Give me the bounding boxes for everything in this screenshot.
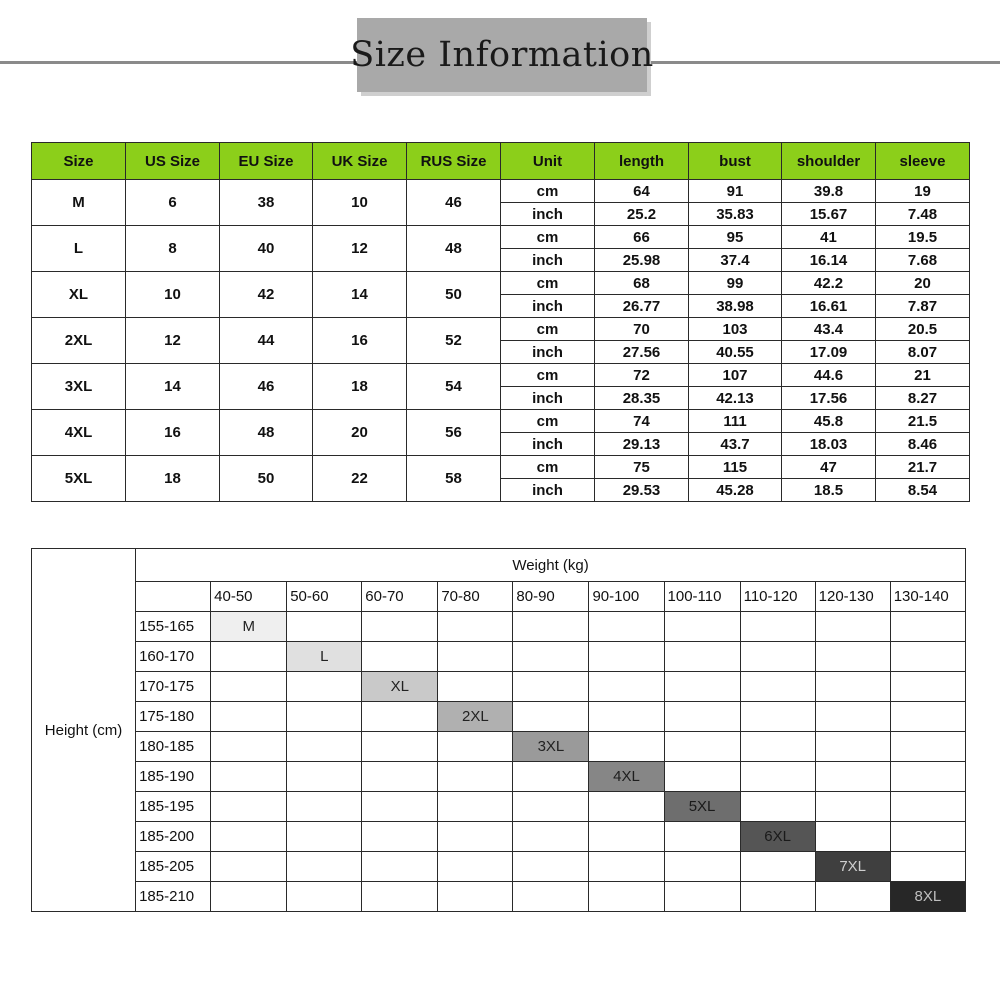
eu-size-cell: 50 [220, 456, 313, 502]
height-row [32, 732, 966, 762]
eu-size-cell: 42 [220, 272, 313, 318]
uk-size-cell: 12 [313, 226, 407, 272]
col-header-sleeve: sleeve [876, 143, 970, 180]
weight-range-row [32, 582, 966, 612]
sleeve-inch-cell: 7.68 [876, 249, 970, 272]
us-size-cell: 12 [126, 318, 220, 364]
grid-cell [740, 702, 815, 732]
uk-size-cell: 22 [313, 456, 407, 502]
grid-cell [815, 732, 890, 762]
length-inch-cell: 28.35 [595, 387, 689, 410]
grid-cell [740, 762, 815, 792]
grid-cell [287, 822, 362, 852]
grid-cell [890, 672, 965, 702]
height-row [32, 642, 966, 672]
sleeve-inch-cell: 8.07 [876, 341, 970, 364]
us-size-cell: 8 [126, 226, 220, 272]
weight-range-label: 70-80 [438, 582, 513, 612]
grid-cell [815, 792, 890, 822]
grid-cell [664, 762, 740, 792]
size-cell: 2XL [32, 318, 126, 364]
length-cm-cell: 74 [595, 410, 689, 433]
eu-size-cell: 38 [220, 180, 313, 226]
shoulder-inch-cell: 17.56 [782, 387, 876, 410]
grid-cell [890, 792, 965, 822]
grid-cell [438, 732, 513, 762]
grid-cell [664, 702, 740, 732]
grid-cell [438, 672, 513, 702]
shoulder-inch-cell: 18.03 [782, 433, 876, 456]
sleeve-cm-cell: 20 [876, 272, 970, 295]
grid-cell [815, 612, 890, 642]
unit-inch-cell: inch [501, 203, 595, 226]
grid-cell [438, 612, 513, 642]
sleeve-cm-cell: 20.5 [876, 318, 970, 341]
fit-chart [31, 548, 966, 912]
sleeve-inch-cell: 8.46 [876, 433, 970, 456]
grid-cell [664, 882, 740, 912]
height-row [32, 702, 966, 732]
size-mark: 8XL [890, 882, 965, 912]
size-mark: 3XL [513, 732, 589, 762]
grid-cell [362, 792, 438, 822]
unit-inch-cell: inch [501, 479, 595, 502]
grid-cell [890, 702, 965, 732]
grid-cell [362, 882, 438, 912]
size-row [32, 318, 970, 341]
us-size-cell: 16 [126, 410, 220, 456]
length-inch-cell: 27.56 [595, 341, 689, 364]
grid-cell [287, 612, 362, 642]
col-header-shoulder: shoulder [782, 143, 876, 180]
grid-cell [362, 732, 438, 762]
grid-cell [438, 882, 513, 912]
grid-cell [890, 822, 965, 852]
grid-cell [287, 702, 362, 732]
weight-axis-title: Weight (kg) [136, 549, 966, 582]
sleeve-cm-cell: 21.7 [876, 456, 970, 479]
grid-cell [287, 852, 362, 882]
height-row [32, 822, 966, 852]
shoulder-inch-cell: 15.67 [782, 203, 876, 226]
height-range-label: 185-210 [136, 882, 211, 912]
bust-cm-cell: 91 [689, 180, 782, 203]
grid-cell [513, 822, 589, 852]
grid-cell [890, 732, 965, 762]
length-cm-cell: 72 [595, 364, 689, 387]
uk-size-cell: 14 [313, 272, 407, 318]
col-header-eu-size: EU Size [220, 143, 313, 180]
weight-range-label: 90-100 [589, 582, 664, 612]
grid-cell [890, 762, 965, 792]
grid-cell [664, 852, 740, 882]
size-cell: L [32, 226, 126, 272]
height-range-label: 185-195 [136, 792, 211, 822]
length-cm-cell: 66 [595, 226, 689, 249]
grid-cell [287, 792, 362, 822]
size-row [32, 272, 970, 295]
grid-cell [589, 822, 664, 852]
grid-cell [740, 852, 815, 882]
grid-cell [740, 642, 815, 672]
grid-cell [589, 852, 664, 882]
unit-inch-cell: inch [501, 295, 595, 318]
weight-range-label: 130-140 [890, 582, 965, 612]
grid-cell [513, 762, 589, 792]
grid-cell [740, 732, 815, 762]
grid-cell [211, 792, 287, 822]
bust-cm-cell: 99 [689, 272, 782, 295]
size-cell: 5XL [32, 456, 126, 502]
eu-size-cell: 40 [220, 226, 313, 272]
grid-cell [513, 702, 589, 732]
weight-range-label: 60-70 [362, 582, 438, 612]
title-box [350, 18, 654, 92]
shoulder-cm-cell: 47 [782, 456, 876, 479]
length-cm-cell: 75 [595, 456, 689, 479]
grid-cell [664, 672, 740, 702]
length-inch-cell: 26.77 [595, 295, 689, 318]
shoulder-cm-cell: 44.6 [782, 364, 876, 387]
height-range-label: 185-200 [136, 822, 211, 852]
grid-cell [815, 702, 890, 732]
eu-size-cell: 48 [220, 410, 313, 456]
size-mark: 6XL [740, 822, 815, 852]
grid-cell [589, 612, 664, 642]
rus-size-cell: 58 [407, 456, 501, 502]
grid-cell [287, 672, 362, 702]
height-row [32, 672, 966, 702]
weight-range-label: 110-120 [740, 582, 815, 612]
grid-cell [815, 762, 890, 792]
us-size-cell: 10 [126, 272, 220, 318]
weight-range-label: 40-50 [211, 582, 287, 612]
length-cm-cell: 64 [595, 180, 689, 203]
sleeve-cm-cell: 19.5 [876, 226, 970, 249]
height-range-label: 175-180 [136, 702, 211, 732]
grid-cell [513, 612, 589, 642]
length-cm-cell: 68 [595, 272, 689, 295]
col-header-us-size: US Size [126, 143, 220, 180]
grid-cell [211, 762, 287, 792]
size-cell: 4XL [32, 410, 126, 456]
size-cell: 3XL [32, 364, 126, 410]
grid-cell [815, 672, 890, 702]
height-row [32, 612, 966, 642]
weight-title-row [32, 549, 966, 582]
height-range-label: 180-185 [136, 732, 211, 762]
shoulder-cm-cell: 39.8 [782, 180, 876, 203]
bust-inch-cell: 40.55 [689, 341, 782, 364]
grid-cell [589, 732, 664, 762]
grid-cell [211, 702, 287, 732]
unit-cm-cell: cm [501, 272, 595, 295]
unit-inch-cell: inch [501, 341, 595, 364]
grid-cell [438, 642, 513, 672]
unit-inch-cell: inch [501, 249, 595, 272]
uk-size-cell: 20 [313, 410, 407, 456]
grid-cell [815, 822, 890, 852]
grid-cell [513, 792, 589, 822]
grid-cell [740, 672, 815, 702]
unit-cm-cell: cm [501, 226, 595, 249]
length-cm-cell: 70 [595, 318, 689, 341]
height-axis-title: Height (cm) [32, 549, 136, 912]
grid-cell [815, 642, 890, 672]
size-row [32, 226, 970, 249]
bust-inch-cell: 38.98 [689, 295, 782, 318]
us-size-cell: 14 [126, 364, 220, 410]
rus-size-cell: 54 [407, 364, 501, 410]
bust-inch-cell: 37.4 [689, 249, 782, 272]
bust-cm-cell: 103 [689, 318, 782, 341]
size-row [32, 456, 970, 479]
sleeve-inch-cell: 7.87 [876, 295, 970, 318]
grid-cell [362, 852, 438, 882]
grid-cell [890, 642, 965, 672]
height-row [32, 882, 966, 912]
rus-size-cell: 52 [407, 318, 501, 364]
shoulder-cm-cell: 43.4 [782, 318, 876, 341]
uk-size-cell: 16 [313, 318, 407, 364]
size-mark: 5XL [664, 792, 740, 822]
weight-range-label: 100-110 [664, 582, 740, 612]
grid-cell [589, 672, 664, 702]
bust-cm-cell: 111 [689, 410, 782, 433]
col-header-length: length [595, 143, 689, 180]
height-range-label: 160-170 [136, 642, 211, 672]
size-mark: XL [362, 672, 438, 702]
unit-cm-cell: cm [501, 364, 595, 387]
uk-size-cell: 18 [313, 364, 407, 410]
grid-cell [287, 732, 362, 762]
weight-range-label: 80-90 [513, 582, 589, 612]
bust-cm-cell: 115 [689, 456, 782, 479]
size-mark: 7XL [815, 852, 890, 882]
grid-cell [815, 882, 890, 912]
us-size-cell: 18 [126, 456, 220, 502]
rus-size-cell: 48 [407, 226, 501, 272]
grid-cell [740, 792, 815, 822]
col-header-rus-size: RUS Size [407, 143, 501, 180]
col-header-size: Size [32, 143, 126, 180]
bust-cm-cell: 107 [689, 364, 782, 387]
grid-cell [211, 732, 287, 762]
size-mark: 4XL [589, 762, 664, 792]
grid-cell [211, 642, 287, 672]
unit-cm-cell: cm [501, 456, 595, 479]
bust-cm-cell: 95 [689, 226, 782, 249]
length-inch-cell: 29.13 [595, 433, 689, 456]
grid-cell [362, 822, 438, 852]
grid-cell [589, 702, 664, 732]
height-range-label: 185-205 [136, 852, 211, 882]
corner-cell [136, 582, 211, 612]
grid-cell [513, 882, 589, 912]
sleeve-inch-cell: 8.54 [876, 479, 970, 502]
height-row [32, 792, 966, 822]
us-size-cell: 6 [126, 180, 220, 226]
height-range-label: 155-165 [136, 612, 211, 642]
length-inch-cell: 25.98 [595, 249, 689, 272]
bust-inch-cell: 42.13 [689, 387, 782, 410]
grid-cell [211, 822, 287, 852]
length-inch-cell: 29.53 [595, 479, 689, 502]
grid-cell [438, 822, 513, 852]
grid-cell [589, 792, 664, 822]
grid-cell [664, 732, 740, 762]
bust-inch-cell: 45.28 [689, 479, 782, 502]
size-row [32, 364, 970, 387]
grid-cell [211, 882, 287, 912]
height-range-label: 170-175 [136, 672, 211, 702]
grid-cell [513, 852, 589, 882]
height-row [32, 762, 966, 792]
sleeve-cm-cell: 19 [876, 180, 970, 203]
grid-cell [287, 762, 362, 792]
grid-cell [287, 882, 362, 912]
shoulder-inch-cell: 16.61 [782, 295, 876, 318]
shoulder-cm-cell: 41 [782, 226, 876, 249]
grid-cell [589, 642, 664, 672]
sleeve-cm-cell: 21 [876, 364, 970, 387]
grid-cell [890, 852, 965, 882]
grid-cell [513, 672, 589, 702]
weight-range-label: 120-130 [815, 582, 890, 612]
col-header-unit: Unit [501, 143, 595, 180]
rus-size-cell: 50 [407, 272, 501, 318]
size-row [32, 180, 970, 203]
grid-cell [362, 702, 438, 732]
grid-cell [438, 792, 513, 822]
unit-inch-cell: inch [501, 433, 595, 456]
rus-size-cell: 56 [407, 410, 501, 456]
grid-cell [740, 882, 815, 912]
size-table [31, 142, 970, 502]
grid-cell [589, 882, 664, 912]
length-inch-cell: 25.2 [595, 203, 689, 226]
grid-cell [664, 822, 740, 852]
page-title: Size Information [350, 35, 654, 75]
unit-cm-cell: cm [501, 410, 595, 433]
col-header-uk-size: UK Size [313, 143, 407, 180]
sleeve-inch-cell: 8.27 [876, 387, 970, 410]
grid-cell [740, 612, 815, 642]
grid-cell [362, 642, 438, 672]
grid-cell [362, 762, 438, 792]
sleeve-cm-cell: 21.5 [876, 410, 970, 433]
eu-size-cell: 44 [220, 318, 313, 364]
size-mark: M [211, 612, 287, 642]
height-range-label: 185-190 [136, 762, 211, 792]
bust-inch-cell: 35.83 [689, 203, 782, 226]
size-table-header-row [32, 143, 970, 180]
shoulder-inch-cell: 18.5 [782, 479, 876, 502]
height-row [32, 852, 966, 882]
grid-cell [664, 612, 740, 642]
grid-cell [438, 852, 513, 882]
shoulder-inch-cell: 16.14 [782, 249, 876, 272]
rus-size-cell: 46 [407, 180, 501, 226]
grid-cell [890, 612, 965, 642]
sleeve-inch-cell: 7.48 [876, 203, 970, 226]
uk-size-cell: 10 [313, 180, 407, 226]
shoulder-inch-cell: 17.09 [782, 341, 876, 364]
grid-cell [211, 852, 287, 882]
size-mark: 2XL [438, 702, 513, 732]
unit-cm-cell: cm [501, 318, 595, 341]
shoulder-cm-cell: 42.2 [782, 272, 876, 295]
weight-range-label: 50-60 [287, 582, 362, 612]
shoulder-cm-cell: 45.8 [782, 410, 876, 433]
unit-inch-cell: inch [501, 387, 595, 410]
col-header-bust: bust [689, 143, 782, 180]
size-mark: L [287, 642, 362, 672]
size-cell: XL [32, 272, 126, 318]
grid-cell [664, 642, 740, 672]
grid-cell [513, 642, 589, 672]
eu-size-cell: 46 [220, 364, 313, 410]
grid-cell [438, 762, 513, 792]
bust-inch-cell: 43.7 [689, 433, 782, 456]
grid-cell [362, 612, 438, 642]
size-cell: M [32, 180, 126, 226]
size-row [32, 410, 970, 433]
grid-cell [211, 672, 287, 702]
unit-cm-cell: cm [501, 180, 595, 203]
